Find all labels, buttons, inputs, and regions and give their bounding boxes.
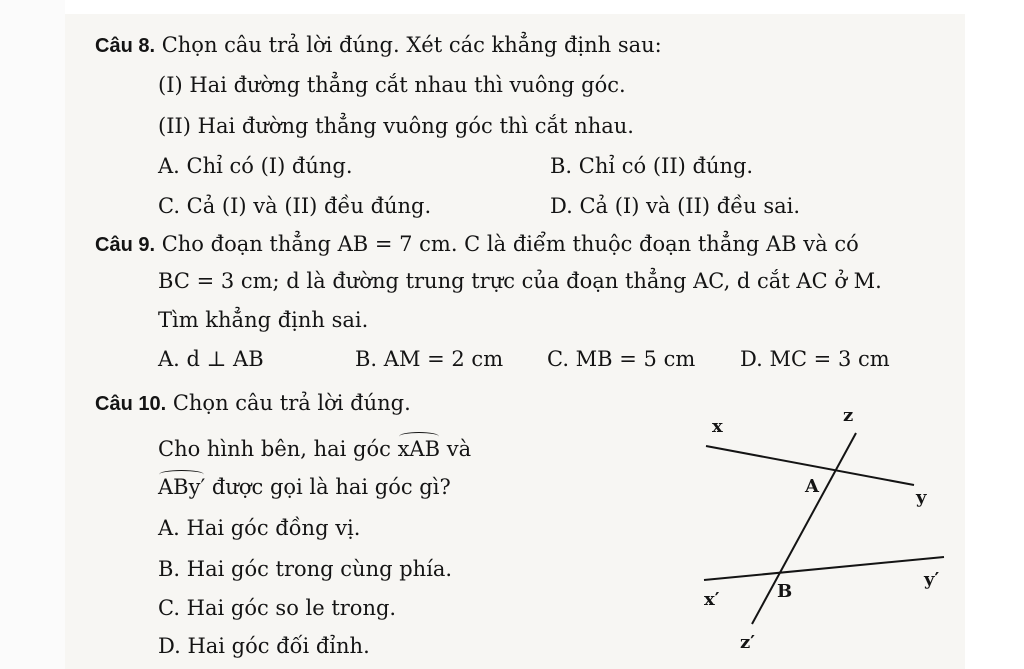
question-8-statement-2: (II) Hai đường thẳng vuông góc thì cắt nhau.: [158, 114, 634, 138]
label-z: z: [843, 405, 854, 426]
question-10-line-1-post: và: [440, 437, 472, 461]
question-10-line-2: [158, 474, 451, 500]
angle-aby-prime: ABy′: [158, 475, 206, 499]
question-8-option-b[interactable]: B. Chỉ có (II) đúng.: [550, 154, 754, 178]
line-zz2: [752, 433, 856, 624]
label-y: y: [916, 487, 927, 508]
question-10-option-b[interactable]: B. Hai góc trong cùng phía.: [158, 557, 453, 581]
question-8-prompt: Chọn câu trả lời đúng. Xét các khẳng định sau:: [161, 33, 662, 57]
question-8-label: Câu 8.: [95, 35, 156, 57]
question-10-line-2-post: được gọi là hai góc gì?: [205, 475, 451, 499]
question-9-option-b[interactable]: B. AM = 2 cm: [355, 347, 504, 371]
question-8-header: [95, 32, 662, 59]
question-9-option-a[interactable]: A. d ⊥ AB: [158, 347, 264, 371]
label-x-prime: x′: [704, 589, 720, 610]
question-8-option-a[interactable]: A. Chỉ có (I) đúng.: [158, 154, 353, 178]
label-b: B: [777, 581, 793, 602]
line-x2y2: [704, 557, 944, 580]
question-9-label: Câu 9.: [95, 234, 156, 256]
parallel-lines-figure: [690, 400, 960, 665]
question-10-line-1-pre: Cho hình bên, hai góc: [158, 437, 398, 461]
question-9-option-d[interactable]: D. MC = 3 cm: [740, 347, 890, 371]
question-10-label: Câu 10.: [95, 393, 167, 415]
question-10-prompt: Chọn câu trả lời đúng.: [172, 391, 411, 415]
label-a: A: [805, 476, 819, 497]
label-y-prime: y′: [924, 569, 940, 590]
label-x: x: [712, 416, 723, 437]
question-9-line-3: Tìm khẳng định sai.: [158, 308, 369, 332]
question-10-option-a[interactable]: A. Hai góc đồng vị.: [158, 516, 361, 540]
angle-xab: xAB: [397, 437, 441, 461]
question-10-header: [95, 390, 411, 417]
question-10-line-1: [158, 436, 471, 462]
question-9-line-2: BC = 3 cm; d là đường trung trực của đoạn thẳng AC, d cắt AC ở M.: [158, 269, 882, 293]
question-8-statement-1: (I) Hai đường thẳng cắt nhau thì vuông góc.: [158, 73, 626, 97]
question-8-option-d[interactable]: D. Cả (I) và (II) đều sai.: [550, 194, 801, 218]
question-9-line-1: Cho đoạn thẳng AB = 7 cm. C là điểm thuộc đoạn thẳng AB và có: [161, 232, 859, 256]
question-9-header: [95, 231, 859, 258]
left-margin: [0, 0, 65, 669]
question-8-option-c[interactable]: C. Cả (I) và (II) đều đúng.: [158, 194, 432, 218]
question-10-option-d[interactable]: D. Hai góc đối đỉnh.: [158, 634, 370, 658]
question-9-option-c[interactable]: C. MB = 5 cm: [547, 347, 696, 371]
question-10-option-c[interactable]: C. Hai góc so le trong.: [158, 596, 397, 620]
label-z-prime: z′: [740, 632, 755, 653]
